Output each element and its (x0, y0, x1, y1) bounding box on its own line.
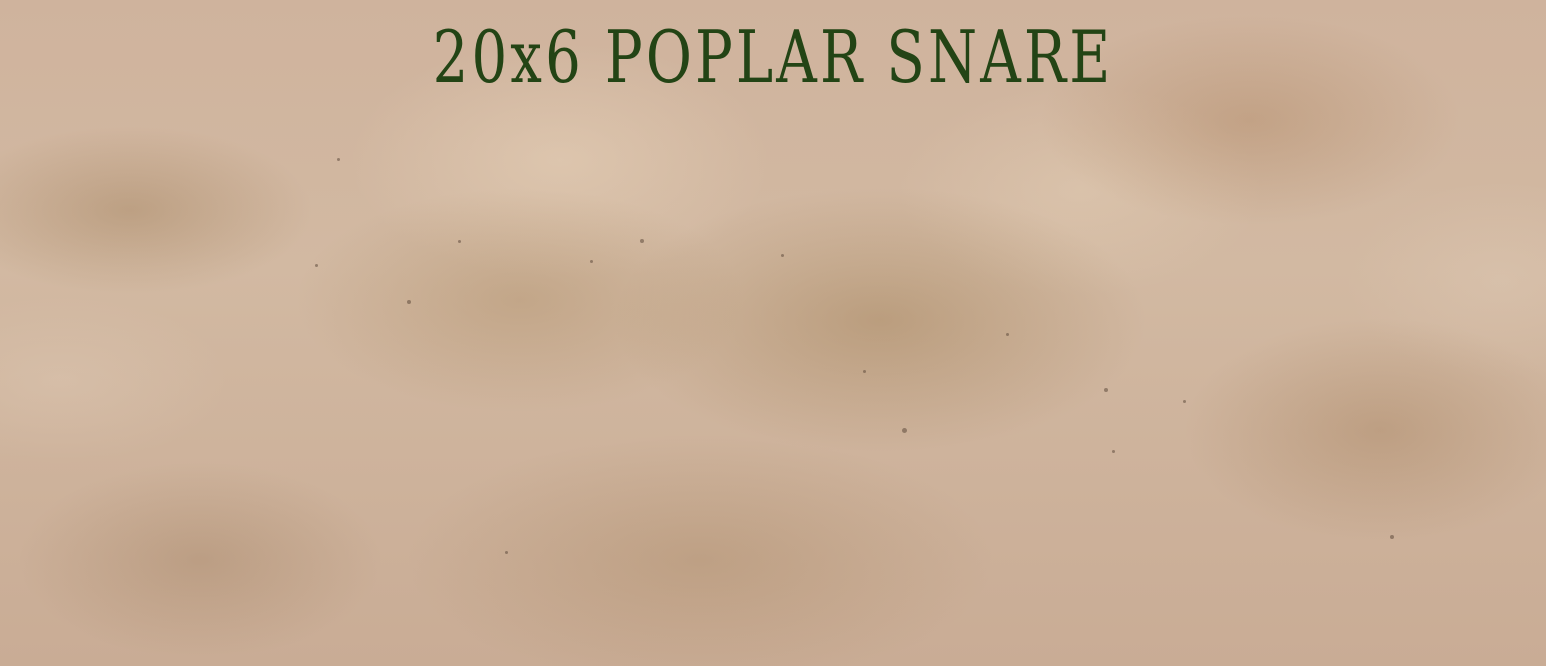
texture-speck (640, 239, 644, 243)
texture-speck (505, 551, 508, 554)
texture-speck (863, 370, 866, 373)
texture-speck (1183, 400, 1186, 403)
texture-speck (407, 300, 411, 304)
texture-speck (1104, 388, 1108, 392)
texture-speck (337, 158, 340, 161)
texture-speck (458, 240, 461, 243)
texture-speck (1112, 450, 1115, 453)
texture-speck (1390, 535, 1394, 539)
texture-speck (902, 428, 907, 433)
texture-speck (315, 264, 318, 267)
texture-speck (590, 260, 593, 263)
texture-speck (1006, 333, 1009, 336)
texture-speck (781, 254, 784, 257)
page-title: 20x6 POPLAR SNARE (432, 15, 1114, 99)
